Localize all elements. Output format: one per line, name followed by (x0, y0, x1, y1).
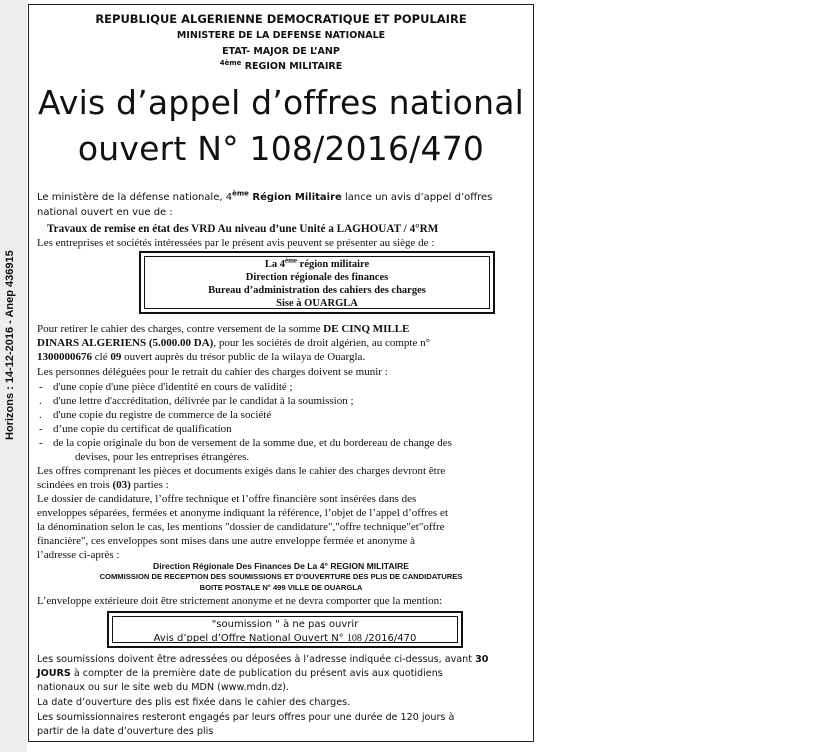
list-item-text: de la copie originale du bon de versement de la somme due, et du bordereau de change des (53, 437, 452, 449)
body-1a: Pour retirer le cahier des charges, contre versement de la somme (37, 323, 324, 335)
list-item-text: d'une copie du registre de commerce de la société (53, 409, 272, 421)
body-2a: DINARS ALGERIENS (5.000.00 DA) (37, 337, 214, 349)
mention-2a: Avis d’ppel d’Offre National Ouvert N° (153, 633, 347, 644)
mention-line-1: "soumission " à ne pas ouvrir (211, 619, 359, 630)
footer-line-5: Les soumissionnaires resteront engagés par leurs offres pour une durée de 120 jours à (37, 712, 455, 723)
commission-line-1: Direction Régionale Des Finances De La 4° REGION MILITAIRE (153, 561, 409, 571)
title-line-2: ouvert N° 108/2016/470 (77, 129, 485, 168)
list-item-continuation: devises, pour les entreprises étrangères. (75, 451, 250, 463)
offers-2c: parties : (130, 479, 169, 491)
intro-line-2: national ouvert en vue de : (37, 207, 173, 218)
body-3c: 09 (110, 351, 122, 363)
body-3b: clé (92, 351, 111, 363)
address-line-4: Sise à OUARGLA (276, 298, 358, 309)
header-republic: REPUBLIQUE ALGERIENNE DEMOCRATIQUE ET POPULAIRE (95, 12, 467, 26)
body-1b: DE CINQ MILLE (323, 323, 410, 335)
commission-line-2: COMMISSION DE RECEPTION DES SOUMISSIONS ET D'OUVERTURE DES PLIS DE CANDIDATURES (99, 572, 463, 581)
list-bullet: . (39, 395, 42, 407)
address-1b: région militaire (297, 259, 370, 270)
list-bullet: - (39, 423, 43, 435)
dossier-line-2: enveloppes séparées, fermées et anonyme indiquant la référence, l’objet de l’appel d’offres et (37, 507, 448, 519)
address-line-3: Bureau d’administration des cahiers des charges (208, 285, 426, 296)
offers-2a: scindées en trois (37, 479, 113, 491)
intro-subject: Travaux de remise en état des VRD Au niveau d’une Unité a LAGHOUAT / 4°RM (47, 223, 439, 235)
list-bullet: . (39, 409, 42, 421)
body-line-2 (37, 337, 430, 349)
mention-2b: 108 (346, 633, 362, 644)
dossier-line-5: l’adresse ci-après : (37, 549, 120, 561)
dossier-line-1: Le dossier de candidature, l’offre technique et l’offre financière sont insérées dans des (37, 493, 417, 505)
footer-line-1 (37, 654, 488, 665)
list-item (39, 409, 271, 421)
dossier-line-4: financière", ces enveloppes sont mises dans une autre enveloppe fermée et anonyme à (37, 535, 416, 547)
intro-1a: Le ministère de la défense nationale, 4 (37, 192, 233, 203)
mention-2c: /2016/470 (361, 633, 417, 644)
address-line-1 (141, 256, 493, 270)
footer-2b: à compter de la première date de publication du présent avis aux quotidiens (70, 668, 443, 679)
list-item (39, 395, 354, 407)
list-item-text: d'une lettre d'accréditation, délivrée par le candidat à la soumission ; (53, 395, 354, 407)
offers-line-1: Les offres comprenant les pièces et documents exigés dans le cahier des charges devront être (37, 465, 446, 477)
body-2b: , pour les sociétés de droit algérien, au compte n° (213, 337, 431, 349)
offers-2b: (03) (112, 479, 131, 491)
tender-notice (28, 4, 534, 742)
intro-1c: lance un avis d’appel d’offres (341, 192, 493, 203)
footer-2a: JOURS (37, 668, 71, 679)
list-item-text: d'une copie d'une pièce d'identité en cours de validité ; (53, 381, 293, 393)
intro-line-1 (37, 189, 493, 203)
footer-line-3: nationaux ou sur le site web du MDN (www.mdn.dz). (37, 682, 290, 693)
list-item-text: d’une copie du certificat de qualification (53, 423, 232, 435)
body-3d: ouvert auprès du trésor public de la wilaya de Ouargla. (121, 351, 366, 363)
header-staff: ETAT- MAJOR DE L’ANP (222, 46, 340, 57)
mention-box (107, 611, 463, 648)
body-line-1 (37, 323, 409, 335)
offers-line-2 (37, 479, 169, 491)
mention-line-2 (109, 633, 461, 644)
list-bullet: - (39, 381, 43, 393)
address-1sup: ème (284, 256, 298, 265)
footer-1a: Les soumissions doivent être adressées ou déposées à l’adresse indiquée ci-dessus, avant (37, 654, 476, 665)
header-region-text: REGION MILITAIRE (241, 61, 343, 72)
dossier-line-3: la dénomination selon le cas, les mentions "dossier de candidature","offre technique"et"offre (37, 521, 445, 533)
body-line-4: Les personnes déléguées pour le retrait du cahier des charges doivent se munir : (37, 366, 388, 378)
footer-line-4: La date d’ouverture des plis est fixée dans le cahier des charges. (37, 697, 351, 708)
body-line-3 (37, 351, 365, 363)
header-region (29, 58, 533, 72)
footer-1b: 30 (475, 654, 489, 665)
envelope-line: L’enveloppe extérieure doit être strictement anonyme et ne devra comporter que la mention: (37, 595, 443, 607)
header-region-sup: 4ème (219, 58, 242, 67)
title-line-1: Avis d’appel d’offres national (38, 83, 524, 122)
address-box (139, 251, 495, 314)
publication-stamp-text: Horizons : 14-12-2016 - Anep 436915 (4, 250, 16, 440)
intro-1sup: ème (232, 189, 249, 198)
list-item (39, 437, 452, 449)
list-bullet: - (39, 437, 43, 449)
intro-line-4: Les entreprises et sociétés intéressées par le présent avis peuvent se présenter au siège de : (37, 237, 435, 249)
address-line-2: Direction régionale des finances (245, 272, 389, 283)
body-3a: 1300000676 (37, 351, 92, 363)
list-item (39, 423, 232, 435)
list-item (39, 381, 293, 393)
address-1a: La 4 (264, 259, 285, 270)
header-ministry: MINISTERE DE LA DEFENSE NATIONALE (176, 30, 386, 41)
footer-line-2 (37, 668, 443, 679)
commission-line-3: BOITE POSTALE N° 499 VILLE DE OUARGLA (199, 583, 363, 592)
intro-1b: Région Militaire (248, 192, 342, 203)
footer-line-6: partir de la date d’ouverture des plis (37, 726, 214, 737)
